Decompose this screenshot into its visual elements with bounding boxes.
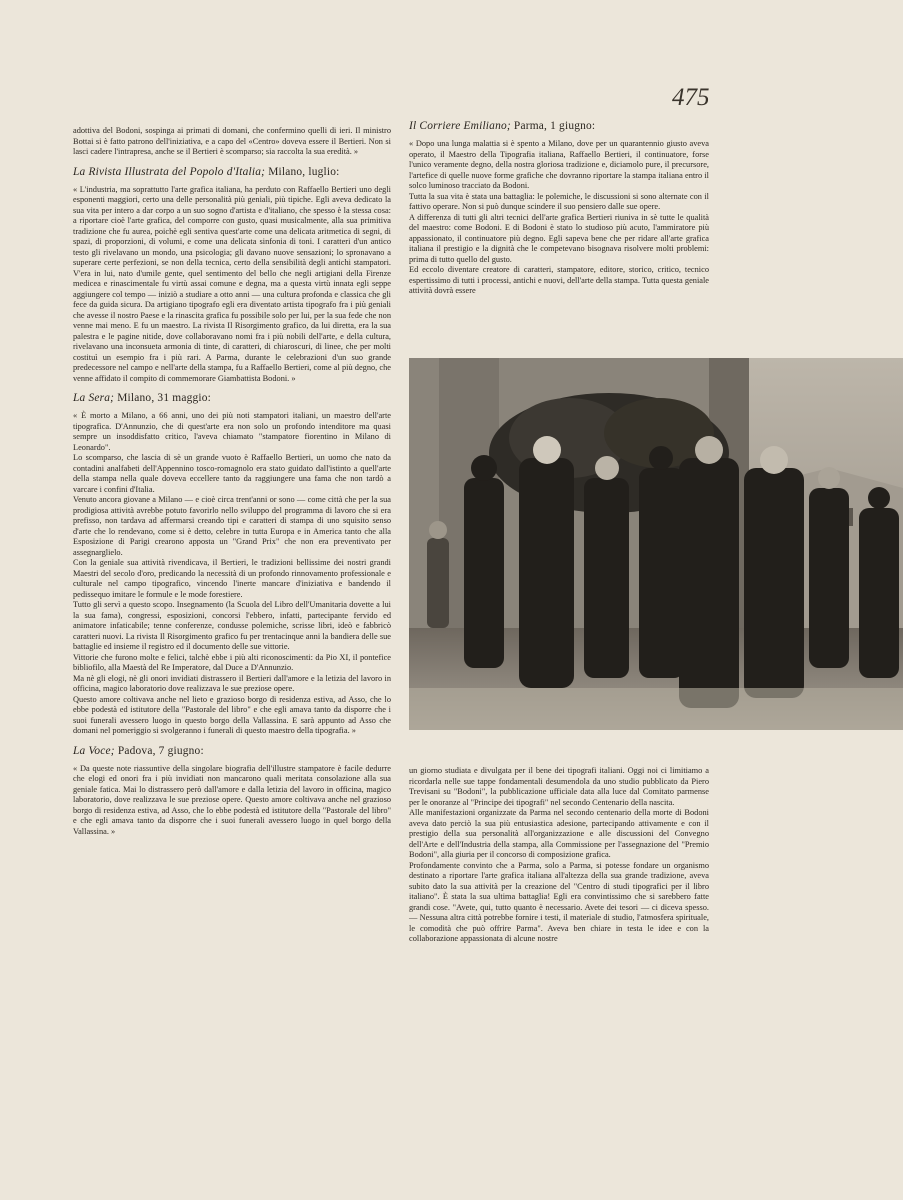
photo-image xyxy=(409,358,903,730)
paragraph: « Dopo una lunga malattia si è spento a Milano, dove per un quarantennio giusto aveva operato, il Maestro della Tipografia italiana, Raffaello Bertieri, il continuatore, forse l'unico veramente degno, della nostra gloriosa tradizione e, diciamolo pure, il precursore, l'artefice di quelle nuove forme grafiche che dovranno riportare la stampa italiana entro il solco luminoso tracciato da Bodoni. xyxy=(409,139,709,190)
paragraph: Profondamente convinto che a Parma, solo a Parma, si potesse fondare un organismo destinato a riportare l'arte grafica italiana all'altezza della sua grande tradizione, aveva subito dato la sua attività per la creazione del "Centro di studi tipografici per il libro italiano". È stata la sua ultima battaglia! Egli era convintissimo che si sarebbero fatte grandi cose. "Avete, qui, tutto quanto è necessario. Avete dei tesori — ci diceva spesso. — Nessuna altra città potrebbe fornire i testi, il materiale di studio, l'atmosfera spirituale, le comodità che può offrire Parma". Aveva ben chiare in testa le idee e con la collaborazione appassionata di alcune nostre xyxy=(409,860,709,943)
right-column-top xyxy=(409,120,709,297)
paragraph: Questo amore coltivava anche nel lieto e grazioso borgo di residenza estiva, ad Asso, che lo ebbe podestà ed istitutore della "Pastorale del libro" e che egli amava tanto da disporre che i suoi funerali avessero luogo in questo borgo della Vallassina. E sarà appunto ad Asso che domani nel pomeriggio si svolgeranno i funerali di questo maestro della tipografia. » xyxy=(73,694,391,735)
source-name: La Sera; xyxy=(73,392,115,404)
source-name: La Rivista Illustrata del Popolo d'Italia; xyxy=(73,165,266,178)
right-column-bottom xyxy=(409,766,709,945)
section-heading xyxy=(409,120,709,132)
section-rivista-illustrata xyxy=(73,166,391,385)
section-la-sera xyxy=(73,392,391,737)
left-column xyxy=(73,126,391,837)
paragraph: « Da queste note riassuntive della singolare biografia dell'illustre stampatore è facile dedurre che elogi ed onori fra i più invidiati non mancarono quali meritata consolazione alla sua geniale fatica. Mai lo distrassero però dall'amore e dalla letizia del lavoro in officina, magico laboratorio, dove realizzava le sue preziose opere. Questo amore coltivava anche nel grazioso borgo di residenza estiva, ad Asso, che lo ebbe podestà ed istitutore della "Pastorale del libro" e che egli amava tanto da disporre che i suoi funerali avessero luogo in quel borgo della Vallassina. » xyxy=(73,763,391,836)
paragraph: Alle manifestazioni organizzate da Parma nel secondo centenario della morte di Bodoni aveva dato perciò la sua più entusiastica adesione, partecipando attivamente e con il prestigio della sua personalità all'organizzazione e alle discussioni del Convegno dell'Arte e dell'Industria della stampa, alla Commissione per l'assegnazione del "Premio Bodoni", alla giuria per il concorso di composizione grafica. xyxy=(409,808,709,859)
section-heading xyxy=(73,745,391,757)
paragraph: Lo scomparso, che lascia di sè un grande vuoto è Raffaello Bertieri, un uomo che nato da contadini analfabeti dell'Appennino tosco-romagnolo era stato guidato dall'istinto a quell'arte della stampa nella quale doveva eccellere tanto da raggiungere una fama che non tardò a varcare i confini d'Italia. xyxy=(73,453,391,494)
paragraph: « L'industria, ma soprattutto l'arte grafica italiana, ha perduto con Raffaello Bertieri uno degli esponenti maggiori, certo una delle personalità più geniali, più tipiche. Egli aveva dedicato la sua vita per intero a dar corpo a un suo sogno d'artista e d'italiano, che spesso è la stessa cosa: a riportare cioè l'arte grafica, del comporre con gusto, quasi musicalmente, alla sua primitiva tradizione che fu aurea, poichè egli sentiva quest'arte come una delicata aritmetica di segni, di spazi, di proporzioni, di volumi, e come una delicata sinfonia di toni. I caratteri d'un antico testo gli rivelavano un mondo, una psicologia; gli davano nuove sensazioni; lo spronavano a superare certe perfezioni, se non della tecnica, certo della sensibilità degli antichi stampatori. V'era in lui, nato d'umile gente, quel sentimento del bello che negli artigiani della Firenze medicea e rinascimentale fu virtù assai comune e degna, ma a questa virtù innata egli seppe aggiungere col tempo — iniziò a studiare a otto anni — una cultura profonda e classica che gli fece da guida sicura. Da artigiano tipografo egli era diventato artista tipografo fra i più geniali che avesse il nostro Paese e la rinascita grafica fu possibile solo per lui, per la sua fede che non venne mai meno. E fu un maestro. La rivista Il Risorgimento grafico, da lui diretta, era la sua palestra e le pagine nitide, dove collaboravano nomi fra i più nobili dell'arte, e della cultura, rivelavano una inconsueta armonia di tinte, di caratteri, di chiaroscuri, di linee, che per molti costituì un esempio fra i più rari. A Parma, durante le celebrazioni d'un suo grande predecessore nel campo e nell'arte della stampa, fu a Raffaello Bertieri, come al più degno, che venne affidato il compito di commemorare Giambattista Bodoni. » xyxy=(73,184,391,383)
funeral-procession-photo xyxy=(409,358,903,730)
section-heading xyxy=(73,392,391,404)
paragraph: Ma nè gli elogi, nè gli onori invidiati distrassero il Bertieri dall'amore e la letizia del lavoro in officina, magico laboratorio dove realizzava le sue preziose opere. xyxy=(73,673,391,693)
paragraph: A differenza di tutti gli altri tecnici dell'arte grafica Bertieri riuniva in sè tutte le qualità del maestro: come Bodoni. E di Bodoni è stato lo studioso più acuto, l'ammiratore più appassionato, il continuatore più degno. Egli sapeva bene che per ridare all'arte grafica italiana il prestigio e la dignità che le competevano bisognava risolvere molti problemi: prima di tutto quello del gusto. xyxy=(409,212,709,264)
paragraph: Venuto ancora giovane a Milano — e cioè circa trent'anni or sono — come città che per la sua prodigiosa attività avrebbe potuto favorirlo nello sviluppo del programma di lavoro che si era prefisso, non tardava ad affermarsi creando tipi e caratteri di stampa di uno squisito senso d'arte che lo rendevano, come si è detto, celebre in tutta Europa e in America tanto che alla Esposizione di Parigi crearono apposta un "Grand Prix" che non era preventivato per assegnarglielo. xyxy=(73,495,391,557)
paragraph: Tutto gli servì a questo scopo. Insegnamento (la Scuola del Libro dell'Umanitaria dovette a lui la sua fama), congressi, esposizioni, concorsi l'ebbero, infatti, partecipante fervido ed animatore infaticabile; tenne conferenze, condusse polemiche, scrisse libri, ideò e fabbricò caratteri nuovi. La rivista Il Risorgimento grafico fu per trentacinque anni la bandiera delle sue battaglie ed insieme il registro ed il documento delle sue vittorie. xyxy=(73,600,391,651)
paragraph: Vittorie che furono molte e felici, talchè ebbe i più alti riconoscimenti: da Pio XI, il pontefice bibliofilo, alla Maestà del Re Imperatore, dal Duce a D'Annunzio. xyxy=(73,652,391,672)
paragraph: « È morto a Milano, a 66 anni, uno dei più noti stampatori italiani, un maestro dell'arte tipografica. D'Annunzio, che di quest'arte era non solo un profondo intenditore ma quasi sempre un insoddisfatto critico, l'aveva chiamato "stampatore fiorentino in Milano di Leonardo". xyxy=(73,411,391,452)
source-name: La Voce; xyxy=(73,744,115,757)
paragraph: Tutta la sua vita è stata una battaglia: le polemiche, le discussioni si sono alternate con il fattivo operare. Non si può dunque scindere il suo pensiero dalle sue opere. xyxy=(409,191,709,211)
section-heading xyxy=(73,166,391,178)
place-date: Milano, 31 maggio: xyxy=(117,392,211,404)
place-date: Parma, 1 giugno: xyxy=(513,120,596,132)
place-date: Milano, luglio: xyxy=(268,165,340,178)
paragraph: Ed eccolo diventare creatore di caratteri, stampatore, editore, storico, critico, tecnico espertissimo di tutti i processi, antichi e nuovi, dell'arte della stampa. Tutta questa geniale attività dovrà essere xyxy=(409,265,709,295)
intro-paragraph: adottiva del Bodoni, sospinga ai primati di domani, che confermino quelli di ieri. Il ministro Bottai si è fatto patrono dell'iniziativa, e a capo del «Centro» doveva essere il Bertieri. Non si lasci cadere l'intrapresa, anche se il Bertieri è scomparso; sia raccolta la sua eredità. » xyxy=(73,126,391,156)
paragraph: Con la geniale sua attività rivendicava, il Bertieri, le tradizioni bellissime dei nostri grandi Maestri del secolo d'oro, predicando la necessità di un profondo rinnovamento professionale e culturale nel campo tipografico, vincendo l'inerte mancare d'iniziativa e bandendo il pedissequo imitare le formule e le mode forestiere. xyxy=(73,558,391,599)
source-name: Il Corriere Emiliano; xyxy=(409,120,511,132)
place-date: Padova, 7 giugno: xyxy=(117,744,204,757)
section-la-voce xyxy=(73,745,391,838)
page-number: 475 xyxy=(672,84,710,111)
paragraph: un giorno studiata e divulgata per il bene dei tipografi italiani. Oggi noi ci limitiamo a ricordarla nelle sue tappe fondamentali desumendola da uno studio pubblicato da Piero Trevisani su "Bodoni", la pubblicazione ufficiale data alla luce dal Comitato parmense per le onoranze al "Principe dei tipografi" nel secondo Centenario della nascita. xyxy=(409,766,709,807)
